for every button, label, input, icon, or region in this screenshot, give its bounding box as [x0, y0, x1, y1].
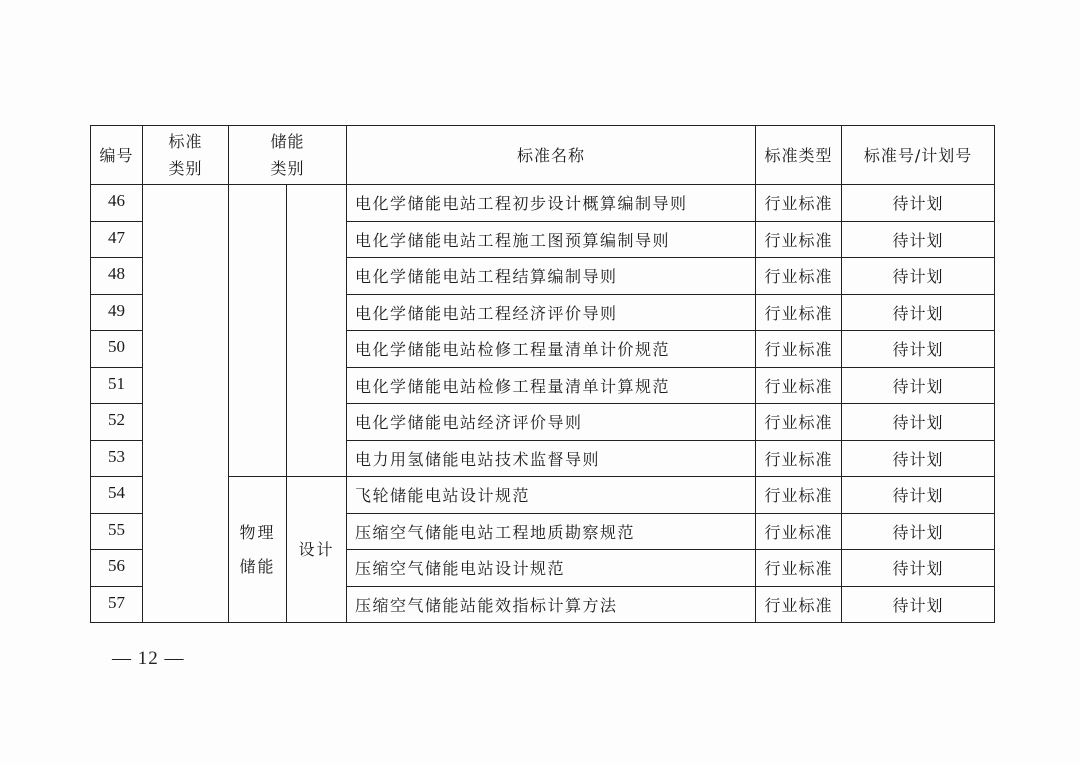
standard-type: 行业标准 [756, 294, 842, 331]
standard-name: 电化学储能电站检修工程量清单计算规范 [347, 367, 756, 404]
design-cell: 设计 [287, 477, 347, 623]
row-number: 54 [91, 477, 143, 514]
standard-type: 行业标准 [756, 221, 842, 258]
header-standard-type: 标准类型 [756, 126, 842, 185]
row-number: 50 [91, 331, 143, 368]
plan-number: 待计划 [842, 221, 995, 258]
plan-number: 待计划 [842, 331, 995, 368]
table-header-row [91, 126, 995, 185]
plan-number: 待计划 [842, 294, 995, 331]
standard-name: 电化学储能电站经济评价导则 [347, 404, 756, 441]
standard-type: 行业标准 [756, 440, 842, 477]
header-plan-number: 标准号/计划号 [842, 126, 995, 185]
standard-name: 电化学储能电站工程结算编制导则 [347, 258, 756, 295]
header-number: 编号 [91, 126, 143, 185]
storage-subcategory-cell-upper [287, 185, 347, 477]
standard-type: 行业标准 [756, 550, 842, 587]
plan-number: 待计划 [842, 404, 995, 441]
standard-type: 行业标准 [756, 185, 842, 222]
header-standard-category [143, 126, 229, 185]
physical-storage-line2: 储能 [239, 556, 276, 576]
standard-type: 行业标准 [756, 404, 842, 441]
row-number: 47 [91, 221, 143, 258]
standard-name: 压缩空气储能电站设计规范 [347, 550, 756, 587]
standard-type: 行业标准 [756, 586, 842, 623]
table-row [91, 185, 995, 222]
standard-name: 电化学储能电站工程经济评价导则 [347, 294, 756, 331]
row-number: 46 [91, 185, 143, 222]
plan-number: 待计划 [842, 440, 995, 477]
row-number: 55 [91, 513, 143, 550]
plan-number: 待计划 [842, 550, 995, 587]
header-storage-category-line1: 储能 [270, 132, 305, 151]
standard-type: 行业标准 [756, 477, 842, 514]
header-standard-category-line1: 标准 [168, 132, 203, 151]
row-number: 51 [91, 367, 143, 404]
storage-category-cell-upper [229, 185, 287, 477]
standard-name: 电力用氢储能电站技术监督导则 [347, 440, 756, 477]
standards-table [90, 125, 995, 623]
row-number: 57 [91, 586, 143, 623]
row-number: 56 [91, 550, 143, 587]
plan-number: 待计划 [842, 477, 995, 514]
standard-name: 飞轮储能电站设计规范 [347, 477, 756, 514]
header-standard-category-line2: 类别 [168, 159, 203, 178]
plan-number: 待计划 [842, 185, 995, 222]
standard-name: 压缩空气储能站能效指标计算方法 [347, 586, 756, 623]
standard-name: 电化学储能电站工程初步设计概算编制导则 [347, 185, 756, 222]
standard-name: 电化学储能电站检修工程量清单计价规范 [347, 331, 756, 368]
header-standard-name: 标准名称 [347, 126, 756, 185]
row-number: 52 [91, 404, 143, 441]
row-number: 53 [91, 440, 143, 477]
row-number: 48 [91, 258, 143, 295]
plan-number: 待计划 [842, 258, 995, 295]
standard-type: 行业标准 [756, 331, 842, 368]
plan-number: 待计划 [842, 367, 995, 404]
standard-name: 电化学储能电站工程施工图预算编制导则 [347, 221, 756, 258]
plan-number: 待计划 [842, 513, 995, 550]
physical-storage-cell [229, 477, 287, 623]
standard-name: 压缩空气储能电站工程地质勘察规范 [347, 513, 756, 550]
standard-type: 行业标准 [756, 367, 842, 404]
standard-category-cell [143, 185, 229, 623]
header-storage-category-line2: 类别 [270, 159, 305, 178]
page-number: — 12 — [112, 648, 185, 669]
row-number: 49 [91, 294, 143, 331]
plan-number: 待计划 [842, 586, 995, 623]
standard-type: 行业标准 [756, 513, 842, 550]
standard-type: 行业标准 [756, 258, 842, 295]
header-storage-category [229, 126, 347, 185]
physical-storage-line1: 物理 [239, 522, 276, 542]
